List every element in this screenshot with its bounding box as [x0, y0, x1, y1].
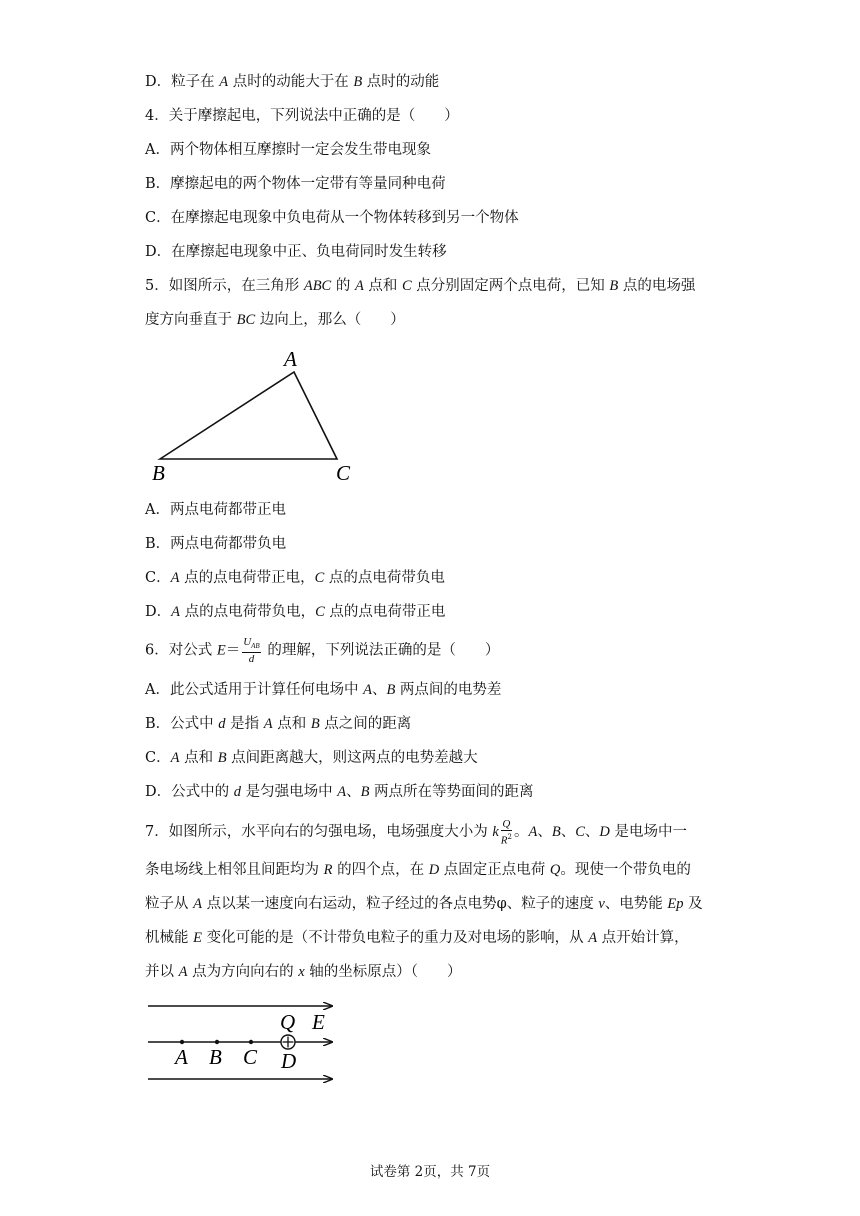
q6-option-c: C．A 点和 B 点间距离越大，则这两点的电势差越大	[145, 750, 478, 766]
formula-fraction: $\frac{U_{AB}}{d}$	[243, 636, 260, 666]
q7-stem-line2: 条电场线上相邻且间距均为 R 的四个点，在 D 点固定正点电荷 Q。现使一个带负电的	[145, 862, 691, 878]
label-d: D	[281, 1049, 297, 1073]
label-a: A	[175, 1045, 188, 1069]
label-b: B	[152, 461, 165, 485]
q5-option-d: D．A 点的点电荷带负电，C 点的点电荷带正电	[145, 604, 446, 620]
electric-field-figure	[140, 995, 350, 1095]
triangle-abc-figure	[140, 340, 370, 490]
q4-option-d: D．在摩擦起电现象中正、负电荷同时发生转移	[145, 244, 447, 260]
q6-option-b: B．公式中 d 是指 A 点和 B 点之间的距离	[145, 716, 412, 732]
label-a: A	[284, 347, 297, 371]
label-c: C	[336, 461, 351, 485]
point-a	[180, 1040, 184, 1044]
q7-stem-line3: 粒子从 A 点以某一速度向右运动，粒子经过的各点电势φ、粒子的速度 v、电势能 Ep 及	[145, 896, 703, 912]
q7-stem-line1: 7．如图所示，水平向右的匀强电场，电场强度大小为 k $\frac{Q}{R^2}$ 。A、B、C、D 是电场中一	[145, 817, 687, 847]
q5-stem-line1: 5．如图所示，在三角形 ABC 的 A 点和 C 点分别固定两个点电荷，已知 B 点的电场强	[145, 278, 696, 294]
q7-stem-line4: 机械能 E 变化可能的是（不计带负电粒子的重力及对电场的影响，从 A 点开始计算，	[145, 930, 689, 946]
triangle-abc	[160, 372, 337, 459]
point-b	[215, 1040, 219, 1044]
q4-option-b: B．摩擦起电的两个物体一定带有等量同种电荷	[145, 176, 446, 192]
label-e: E	[312, 1010, 325, 1034]
q5-stem-line2: 度方向垂直于 BC 边向上，那么（ ）	[145, 312, 405, 328]
page-footer: 试卷第 2页，共 7页	[369, 1164, 491, 1180]
q7-stem-line5: 并以 A 点为方向向右的 x 轴的坐标原点）（ ）	[145, 964, 462, 980]
q5-option-b: B．两点电荷都带负电	[145, 536, 287, 552]
q5-option-a: A．两点电荷都带正电	[145, 502, 286, 518]
q4-option-c: C．在摩擦起电现象中负电荷从一个物体转移到另一个物体	[145, 210, 519, 226]
q4-option-a: A．两个物体相互摩擦时一定会发生带电现象	[145, 142, 431, 158]
q3-option-d: D．粒子在 A 点时的动能大于在 B 点时的动能	[145, 74, 440, 90]
label-c: C	[243, 1045, 258, 1069]
q5-option-c: C．A 点的点电荷带正电，C 点的点电荷带负电	[145, 570, 445, 586]
q4-stem: 4．关于摩擦起电，下列说法中正确的是（ ）	[145, 108, 459, 124]
label-b: B	[209, 1045, 222, 1069]
q6-option-d: D．公式中的 d 是匀强电场中 A、B 两点所在等势面间的距离	[145, 784, 534, 800]
point-c	[249, 1040, 253, 1044]
field-strength-fraction: $\frac{Q}{R^2}$	[500, 817, 512, 847]
q6-stem: 6．对公式 E＝ $\frac{U_{AB}}{d}$ 的理解，下列说法正确的是（ ）	[145, 636, 500, 666]
q6-option-a: A．此公式适用于计算任何电场中 A、B 两点间的电势差	[145, 682, 502, 698]
label-q: Q	[280, 1010, 296, 1034]
